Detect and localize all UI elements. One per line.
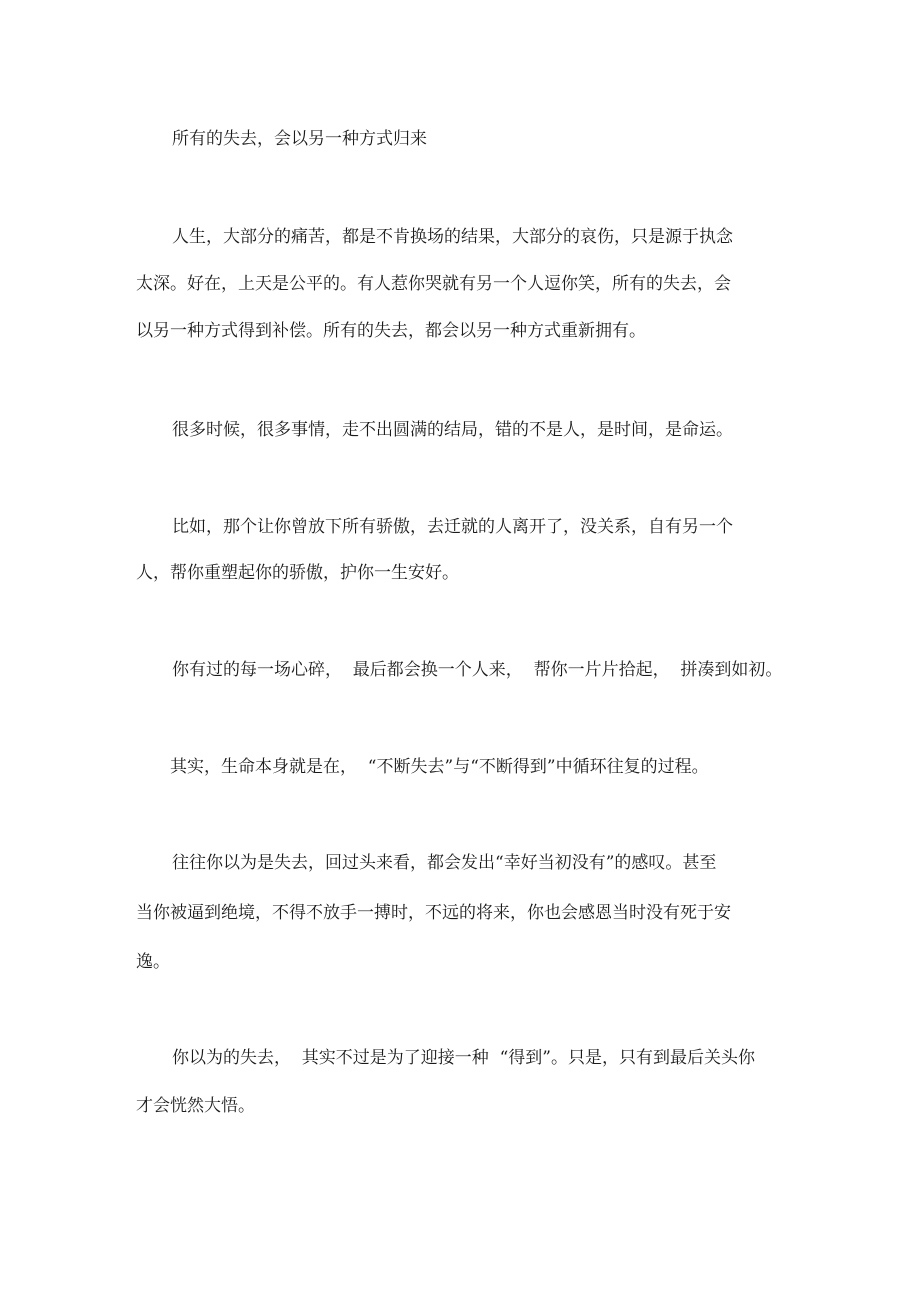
paragraph-line: 人，帮你重塑起你的骄傲，护你一生安好。 [136,563,459,583]
paragraph-line: 当你被逼到绝境，不得不放手一搏时，不远的将来，你也会感恩当时没有死于安 [136,903,731,923]
paragraph-line: 才会恍然大悟。 [136,1096,255,1116]
paragraph-line: 往往你以为是失去，回过头来看，都会发出“幸好当初没有”的感叹。甚至 [172,853,717,873]
paragraph-line: 逸。 [136,952,170,972]
paragraph-line: 很多时候，很多事情，走不出圆满的结局，错的不是人，是时间，是命运。 [172,420,733,440]
document-title: 所有的失去，会以另一种方式归来 [172,129,427,149]
paragraph-line: 你有过的每一场心碎， 最后都会换一个人来， 帮你一片片拾起， 拼凑到如初。 [172,660,783,680]
paragraph-line: 你以为的失去， 其实不过是为了迎接一种 “得到”。只是，只有到最后关头你 [172,1048,755,1068]
paragraph-line: 太深。好在，上天是公平的。有人惹你哭就有另一个人逗你笑，所有的失去，会 [136,274,731,294]
paragraph-line: 比如，那个让你曾放下所有骄傲，去迁就的人离开了，没关系，自有另一个 [172,517,733,537]
paragraph-line: 人生，大部分的痛苦，都是不肯换场的结果，大部分的哀伤，只是源于执念 [172,227,733,247]
paragraph-line: 其实，生命本身就是在， “不断失去”与“不断得到”中循环往复的过程。 [170,757,709,777]
paragraph-line: 以另一种方式得到补偿。所有的失去，都会以另一种方式重新拥有。 [136,321,646,341]
